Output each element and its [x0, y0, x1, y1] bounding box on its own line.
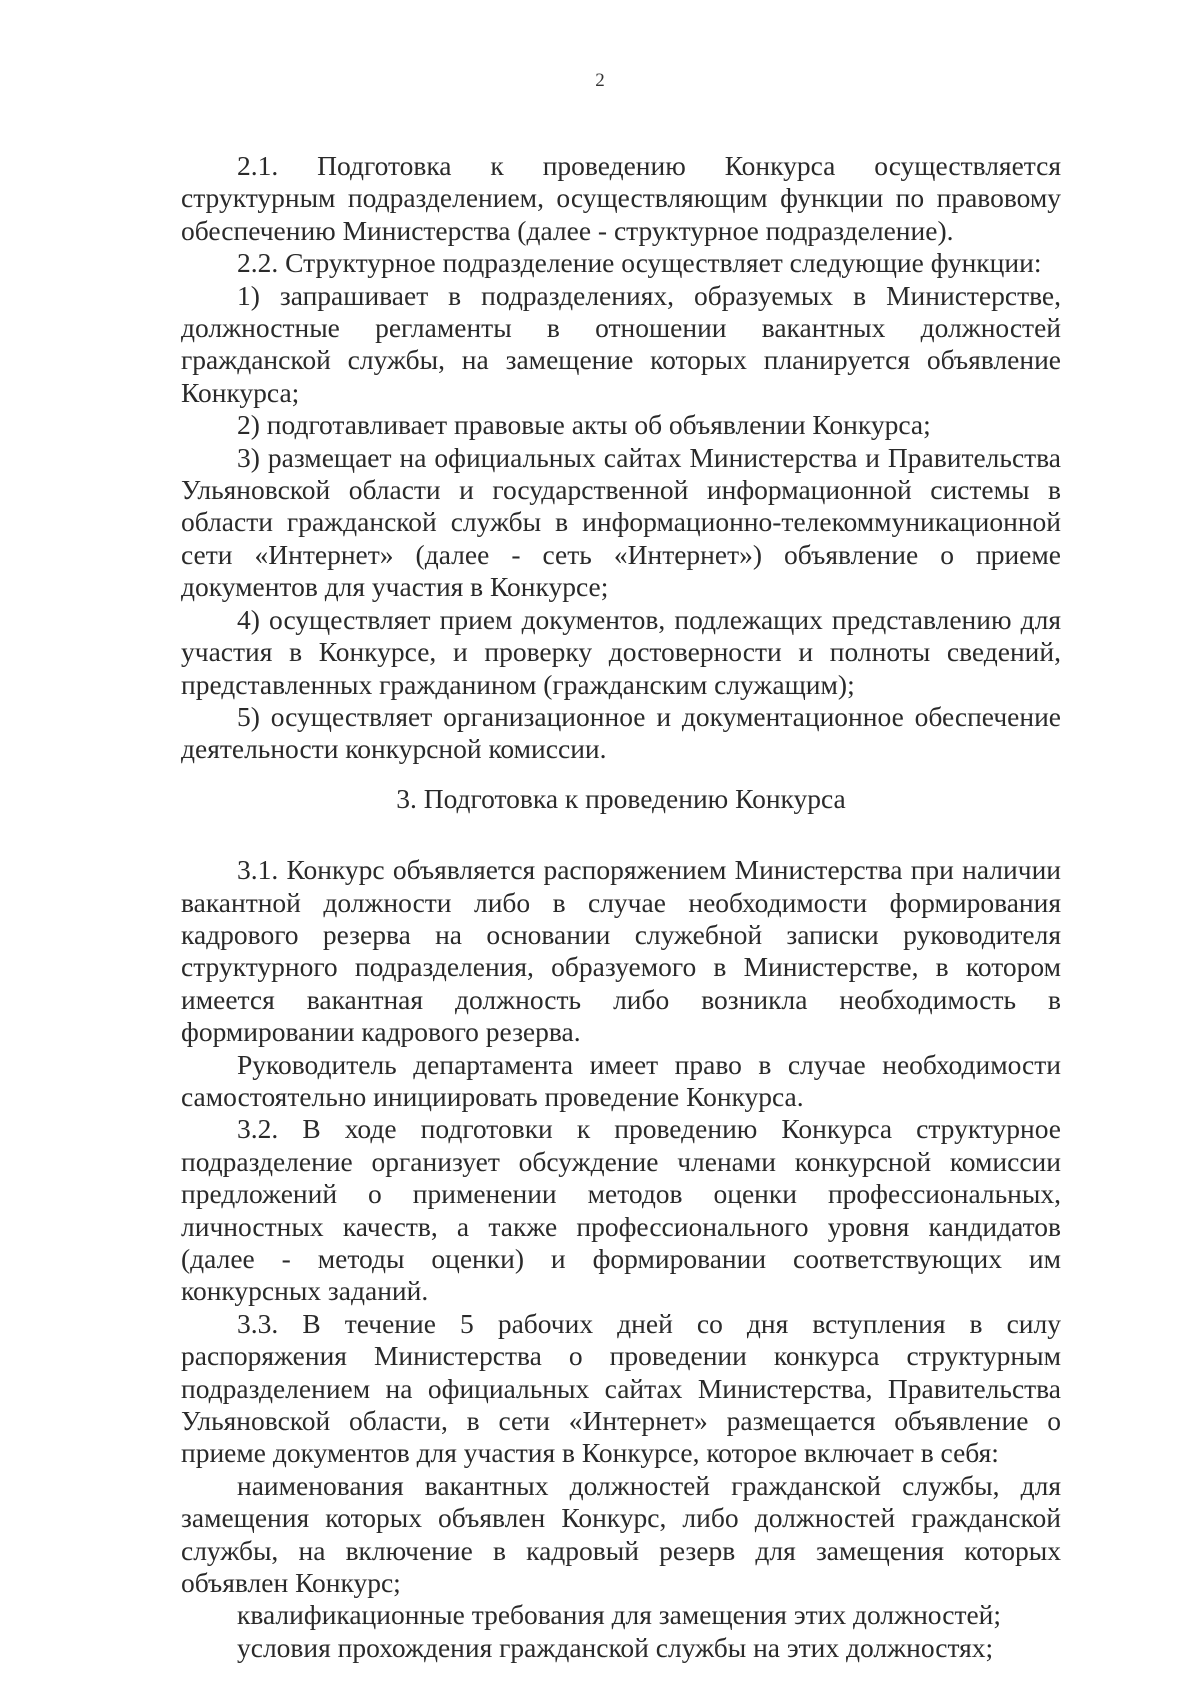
page-number: 2	[595, 70, 605, 91]
paragraph-3-1: 3.1. Конкурс объявляется распоряжением Министерства при наличии вакантной должности либо в случае необходимости формирования кадрового резерва на основании служебной записки руководителя структурного подразделения, образуемого в Министерстве, в котором имеется вакантная должность либо возникла необходимость в формировании кадрового резерва.	[181, 854, 1061, 1048]
paragraph-3-2: 3.2. В ходе подготовки к проведению Конкурса структурное подразделение организует обсуждение членами конкурсной комиссии предложений о применении методов оценки профессиональных, личностных качеств, а также профессионального уровня кандидатов (далее - методы оценки) и формировании соответствующих им конкурсных заданий.	[181, 1113, 1061, 1307]
paragraph-3-3: 3.3. В течение 5 рабочих дней со дня вступления в силу распоряжения Министерства о проведении конкурса структурным подразделением на официальных сайтах Министерства, Правительства Ульяновской области, в сети «Интернет» размещается объявление о приеме документов для участия в Конкурсе, которое включает в себя:	[181, 1307, 1061, 1469]
list-item-2-2-3: 3) размещает на официальных сайтах Министерства и Правительства Ульяновской области и государственной информационной системы в области гражданской службы в информационно-телекоммуникационной сети «Интернет» (далее - сеть «Интернет») объявление о приеме документов для участия в Конкурсе;	[181, 441, 1061, 603]
paragraph-2-1: 2.1. Подготовка к проведению Конкурса осуществляется структурным подразделением, осуществляющим функции по правовому обеспечению Министерства (далее - структурное подразделение).	[181, 150, 1061, 246]
list-item-2-2-2: 2) подготавливает правовые акты об объявлении Конкурса;	[237, 409, 931, 441]
paragraph-3-1-note: Руководитель департамента имеет право в случае необходимости самостоятельно инициировать проведение Конкурса.	[181, 1048, 1061, 1112]
paragraph-2-2: 2.2. Структурное подразделение осуществляет следующие функции:	[237, 247, 1042, 279]
list-item-2-2-1: 1) запрашивает в подразделениях, образуемых в Министерстве, должностные регламенты в отношении вакантных должностей гражданской службы, на замещение которых планируется объявление Конкурса;	[181, 279, 1061, 408]
list-item-3-3-1: наименования вакантных должностей гражданской службы, для замещения которых объявлен Конкурс, либо должностей гражданской службы, на включение в кадровый резерв для замещения которых объявлен Конкурс;	[181, 1469, 1061, 1599]
document-body	[181, 150, 1061, 1664]
list-item-3-3-2: квалификационные требования для замещения этих должностей;	[237, 1599, 1002, 1631]
list-item-2-2-5: 5) осуществляет организационное и документационное обеспечение деятельности конкурсной комиссии.	[181, 700, 1061, 765]
list-item-3-3-3: условия прохождения гражданской службы на этих должностях;	[237, 1631, 994, 1663]
list-item-2-2-4: 4) осуществляет прием документов, подлежащих представлению для участия в Конкурсе, и проверку достоверности и полноты сведений, представленных гражданином (гражданским служащим);	[181, 603, 1061, 700]
section-heading: 3. Подготовка к проведению Конкурса	[396, 782, 846, 814]
